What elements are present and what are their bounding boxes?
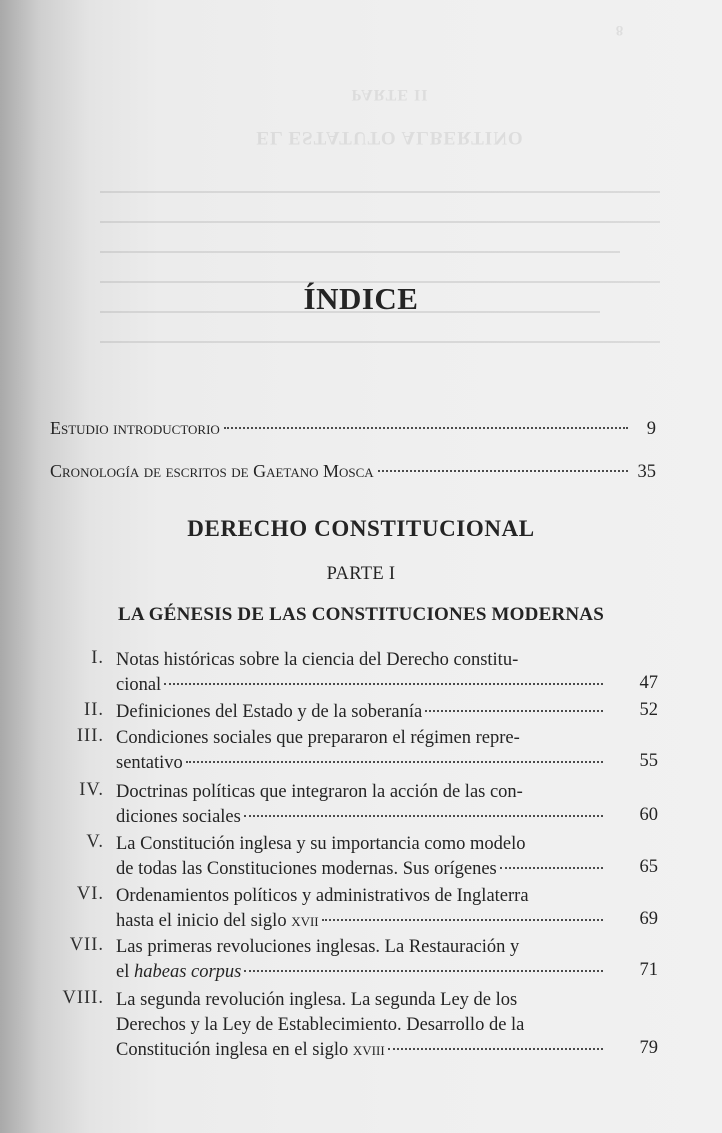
chapter-title-line: La segunda revolución inglesa. La segunda Ley de los [116, 990, 518, 1010]
dot-leader [388, 1048, 603, 1050]
toc-entry-chapter-1[interactable] [0, 648, 722, 708]
chapter-title-line: sentativo [116, 753, 183, 773]
toc-page-number: 35 [637, 462, 656, 482]
chapter-number: I. [91, 648, 104, 668]
toc-entry-chapter-8[interactable] [0, 988, 722, 1068]
ghost-line [100, 191, 660, 193]
chapter-title-line: Notas históricas sobre la ciencia del Derecho constitu- [116, 650, 519, 670]
ghost-page-number: 8 [615, 22, 625, 38]
chapter-title-line: Ordenamientos políticos y administrativos de Inglaterra [116, 886, 529, 906]
toc-entry-chapter-4[interactable] [0, 780, 722, 840]
ghost-part: PARTE II [351, 86, 429, 103]
section-heading: DERECHO CONSTITUCIONAL [187, 516, 535, 541]
chapter-number: V. [86, 832, 104, 852]
chapter-number: VII. [69, 935, 104, 955]
dot-leader [164, 683, 603, 685]
chapter-number: III. [76, 726, 104, 746]
dot-leader [244, 970, 603, 972]
toc-entry-chapter-3[interactable] [0, 726, 722, 786]
chapter-number: II. [84, 700, 104, 720]
ghost-line [100, 251, 620, 253]
toc-page-number: 65 [639, 857, 658, 877]
dot-leader [224, 427, 628, 429]
chapter-number: VI. [76, 884, 104, 904]
ghost-heading: EL ESTATUTO ALBERTINO [256, 127, 524, 148]
chapter-title-line: La Constitución inglesa y su importancia como modelo [116, 834, 526, 854]
chapter-title-line: hasta el inicio del siglo [116, 911, 287, 931]
century-numeral: xviii [352, 1040, 385, 1060]
chapter-title-line: Las primeras revoluciones inglesas. La Restauración y [116, 937, 520, 957]
chapter-number: IV. [79, 780, 104, 800]
dot-leader [425, 710, 603, 712]
ghost-line [100, 341, 660, 343]
toc-page-number: 60 [639, 805, 658, 825]
chapter-title-line: Doctrinas políticas que integraron la acción de las con- [116, 782, 523, 802]
page-title: ÍNDICE [303, 281, 419, 316]
dot-leader [500, 867, 603, 869]
toc-page-number: 52 [639, 700, 658, 720]
toc-entry-chapter-7[interactable] [0, 935, 722, 995]
toc-label: Cronología de escritos de Gaetano Mosca [50, 461, 374, 481]
chapter-number: VIII. [62, 988, 104, 1008]
chapter-title-line: Constitución inglesa en el siglo [116, 1040, 349, 1060]
dot-leader [186, 761, 603, 763]
ghost-line [100, 221, 660, 223]
toc-page-number: 47 [639, 673, 658, 693]
toc-page-number: 71 [639, 960, 658, 980]
dot-leader [244, 815, 603, 817]
part-heading: LA GÉNESIS DE LAS CONSTITUCIONES MODERNAS [118, 604, 604, 625]
toc-entry-chronology[interactable] [50, 461, 656, 483]
toc-entry-introduction[interactable] [50, 418, 656, 440]
chapter-title-line: Definiciones del Estado y de la soberanía [116, 702, 423, 722]
toc-page-number: 9 [646, 419, 656, 439]
century-numeral: xvii [291, 911, 319, 931]
chapter-title-line: de todas las Constituciones modernas. Sus orígenes [116, 859, 497, 879]
toc-entry-chapter-5[interactable] [0, 832, 722, 892]
chapter-title-line: diciones sociales [116, 807, 241, 827]
toc-label: Estudio introductorio [50, 418, 220, 438]
toc-page-number: 69 [639, 909, 658, 929]
chapter-title-line: Derechos y la Ley de Establecimiento. Desarrollo de la [116, 1015, 525, 1035]
toc-page-number: 55 [639, 751, 658, 771]
chapter-title-line: Condiciones sociales que prepararon el régimen repre- [116, 728, 520, 748]
toc-page-number: 79 [639, 1038, 658, 1058]
dot-leader [378, 470, 628, 472]
latin-term: habeas corpus [133, 962, 242, 982]
chapter-title-line: el [116, 962, 130, 982]
chapter-title-line: cional [116, 675, 162, 695]
part-label: PARTE I [326, 564, 396, 584]
dot-leader [322, 919, 603, 921]
